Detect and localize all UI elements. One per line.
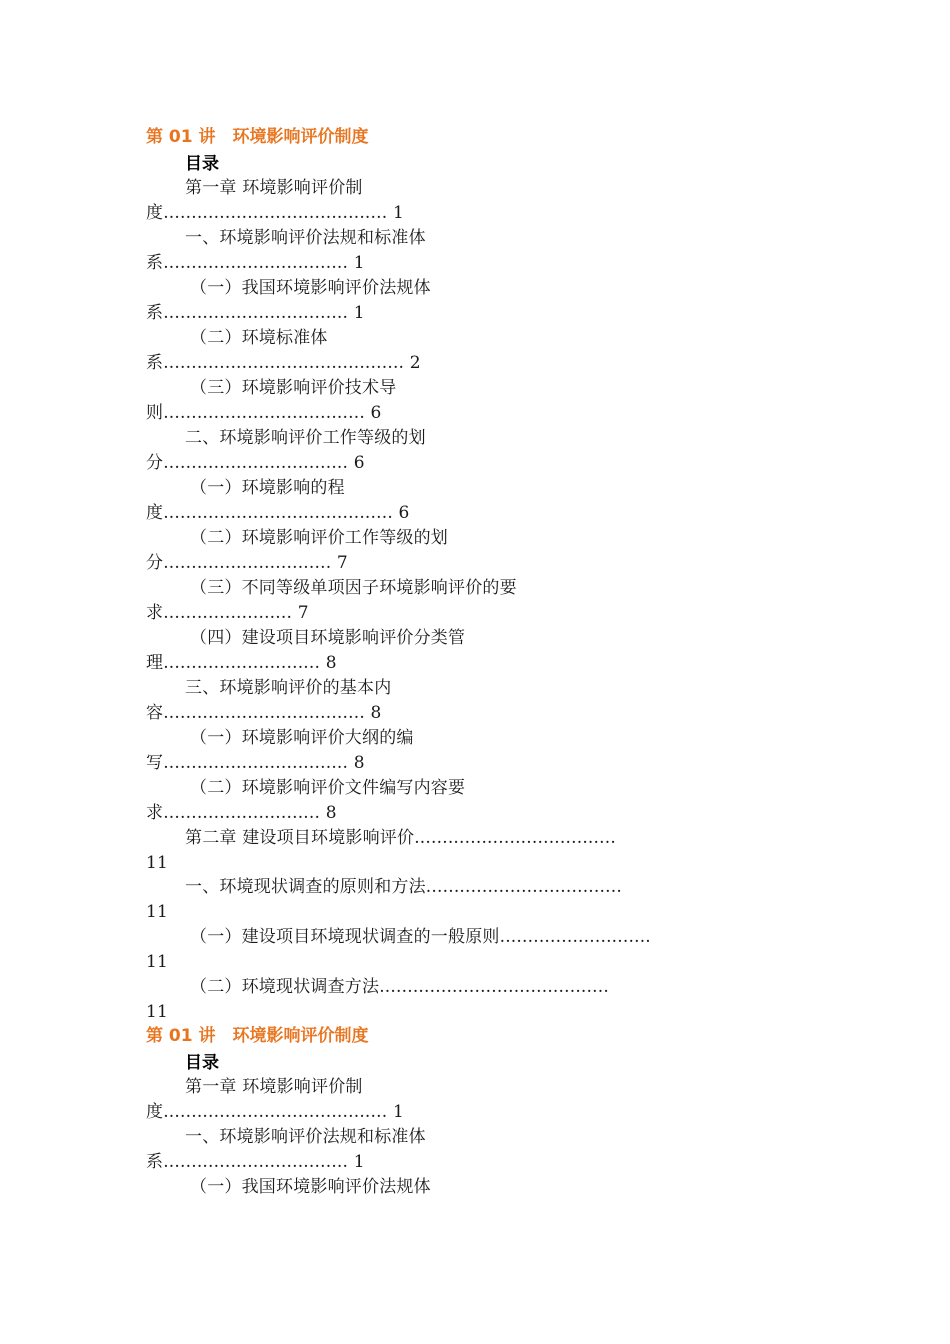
toc-line: （三）不同等级单项因子环境影响评价的要	[190, 578, 517, 598]
toc-line: 求....................... 7	[146, 603, 309, 623]
toc-line: 二、环境影响评价工作等级的划	[185, 428, 426, 448]
toc-line: （一）我国环境影响评价法规体	[190, 278, 431, 298]
toc-line: （四）建设项目环境影响评价分类管	[190, 628, 466, 648]
lecture-title: 第 01 讲 环境影响评价制度	[146, 1026, 369, 1046]
toc-line: 11	[146, 853, 169, 873]
toc-line: 一、环境影响评价法规和标准体	[185, 228, 426, 248]
toc-line: （一）我国环境影响评价法规体	[190, 1177, 431, 1197]
toc-heading: 目录	[185, 1053, 219, 1073]
toc-line: 理............................ 8	[146, 653, 337, 673]
toc-line: 11	[146, 952, 169, 972]
toc-line: 度........................................ 1	[146, 203, 404, 223]
toc-line: 则.................................... 6	[146, 403, 382, 423]
toc-line: （三）环境影响评价技术导	[190, 378, 397, 398]
toc-line: 写................................. 8	[146, 753, 365, 773]
toc-line: （二）环境影响评价文件编写内容要	[190, 778, 466, 798]
lecture-title: 第 01 讲 环境影响评价制度	[146, 127, 369, 147]
toc-line: 11	[146, 902, 169, 922]
toc-line: 系................................. 1	[146, 303, 365, 323]
toc-line: 一、环境影响评价法规和标准体	[185, 1127, 426, 1147]
toc-line: （一）建设项目环境现状调查的一般原则...........................	[190, 927, 651, 947]
toc-line: （二）环境现状调查方法.........................................	[190, 977, 609, 997]
toc-line: 系........................................... 2	[146, 353, 421, 373]
toc-line: （二）环境标准体	[190, 328, 328, 348]
toc-line: 第二章 建设项目环境影响评价....................................	[185, 828, 616, 848]
toc-line: （一）环境影响评价大纲的编	[190, 728, 414, 748]
toc-line: 分................................. 6	[146, 453, 365, 473]
toc-line: 度........................................ 1	[146, 1102, 404, 1122]
toc-line: 11	[146, 1002, 169, 1022]
toc-heading: 目录	[185, 154, 219, 174]
toc-line: 三、环境影响评价的基本内	[185, 678, 392, 698]
toc-line: 第一章 环境影响评价制	[185, 178, 363, 198]
toc-line: （二）环境影响评价工作等级的划	[190, 528, 448, 548]
toc-line: 求............................ 8	[146, 803, 337, 823]
toc-line: 系................................. 1	[146, 1152, 365, 1172]
toc-line: 分.............................. 7	[146, 553, 348, 573]
toc-line: 度......................................... 6	[146, 503, 410, 523]
toc-line: （一）环境影响的程	[190, 478, 345, 498]
toc-line: 系................................. 1	[146, 253, 365, 273]
toc-line: 第一章 环境影响评价制	[185, 1077, 363, 1097]
toc-line: 一、环境现状调查的原则和方法...................................	[185, 877, 622, 897]
toc-line: 容.................................... 8	[146, 703, 382, 723]
